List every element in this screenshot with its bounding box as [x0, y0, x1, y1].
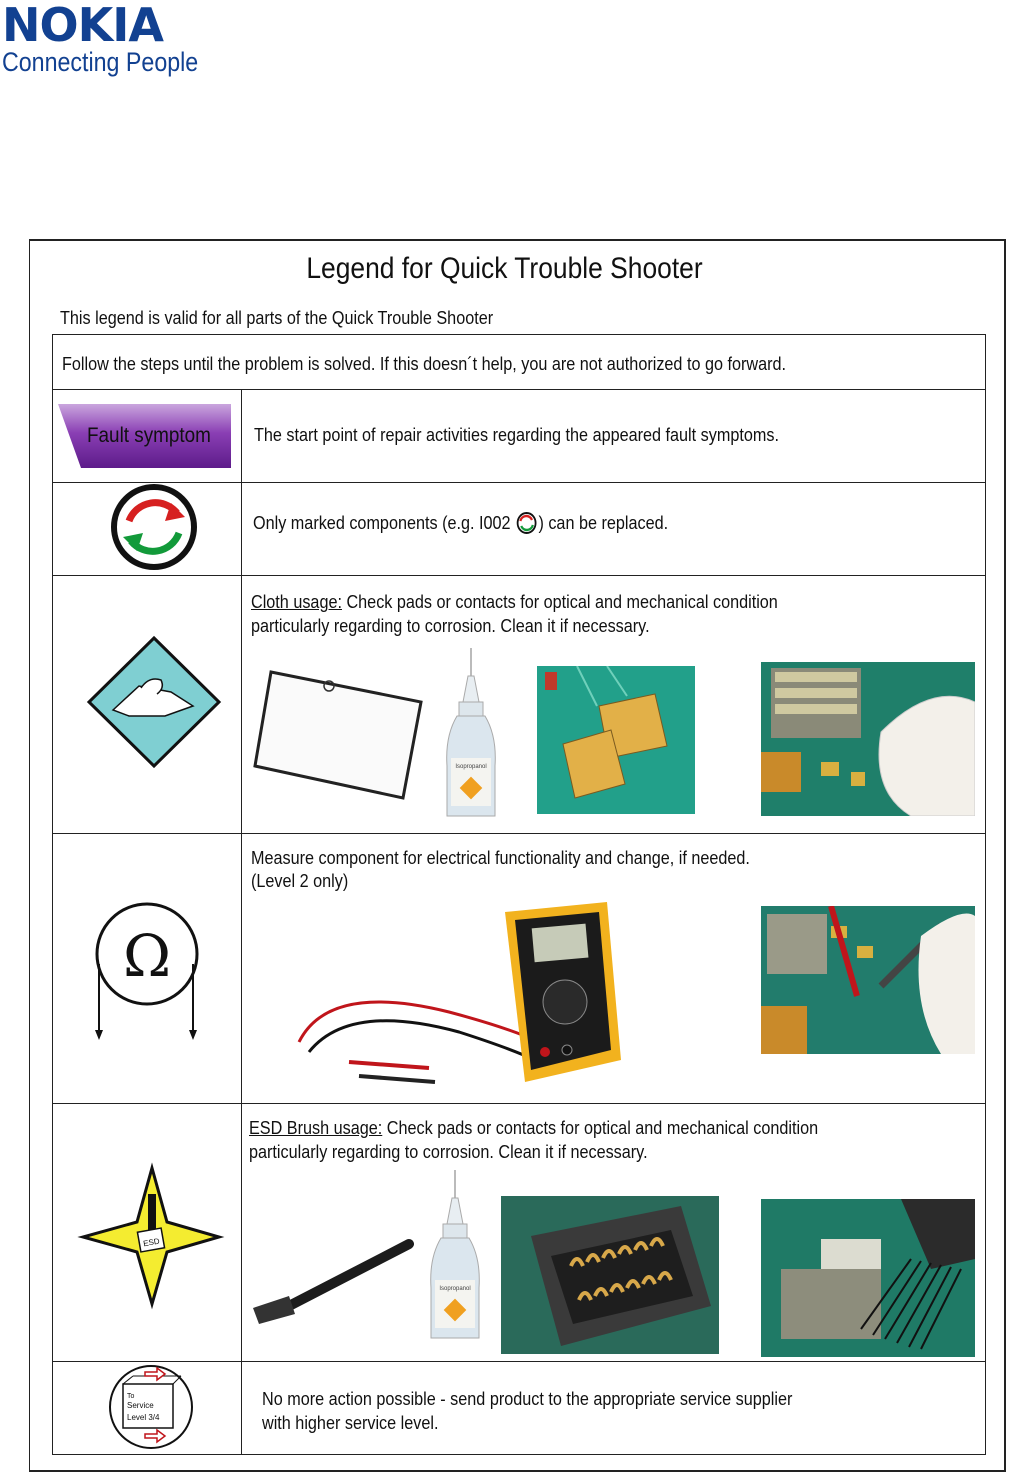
- service-row: [52, 1361, 986, 1455]
- replace-text-cell: [241, 483, 985, 576]
- cloth-heading: Cloth usage:: [251, 592, 342, 612]
- cloth-photo: [253, 662, 433, 802]
- intro-row: [52, 334, 986, 391]
- cloth-line1: [251, 590, 778, 614]
- esd-line1: [249, 1116, 818, 1140]
- ohm-meter-icon: [53, 834, 241, 1102]
- service-line1: No more action possible - send product to the appropriate service supplier: [262, 1389, 793, 1409]
- cloth-text-cell: [241, 576, 985, 834]
- esd-text-cell: [241, 1104, 985, 1362]
- replace-text-before: Only marked components (e.g. I002: [253, 513, 516, 533]
- probe-board-photo: [761, 906, 975, 1054]
- esd-isopropanol-bottle-photo: [425, 1168, 485, 1344]
- page-title: Legend for Quick Trouble Shooter: [306, 252, 703, 285]
- service-icon-to: To: [127, 1393, 135, 1400]
- service-level-icon: [53, 1362, 241, 1452]
- esd-icon-label: ESD: [142, 1236, 161, 1249]
- fault-row: [52, 389, 986, 484]
- logo-brand: NOKIA: [2, 0, 163, 52]
- brush-board-photo: [761, 1199, 975, 1357]
- esd-brush-icon: [53, 1104, 241, 1360]
- subtitle: This legend is valid for all parts of the Quick Trouble Shooter: [60, 308, 494, 328]
- bottle-label: Isopropanol: [455, 764, 487, 770]
- cloth-line1-text: Check pads or contacts for optical and mechanical condition: [341, 592, 778, 612]
- esd-bottle-label: Isopropanol: [439, 1286, 471, 1292]
- cloth-icon-cell: [53, 576, 242, 834]
- replace-row: [52, 482, 986, 577]
- connector-photo: [501, 1196, 719, 1354]
- logo-tagline: Connecting People: [2, 47, 199, 77]
- replace-icon: [53, 483, 241, 575]
- esd-row: [52, 1103, 986, 1363]
- esd-line1-text: Check pads or contacts for optical and mechanical condition: [382, 1118, 819, 1138]
- board-cloth-photo: [761, 662, 975, 816]
- service-icon-level: Level 3/4: [127, 1413, 160, 1422]
- fault-symptom-label: Fault symptom: [87, 424, 211, 447]
- esd-icon-cell: [53, 1104, 242, 1362]
- service-icon-service: Service: [127, 1401, 154, 1410]
- replace-icon-cell: [53, 483, 242, 576]
- replace-inline-icon: [515, 512, 538, 534]
- cloth-line2: particularly regarding to corrosion. Clean it if necessary.: [251, 616, 650, 636]
- service-icon-cell: [53, 1362, 242, 1454]
- fault-text-cell: [241, 390, 985, 483]
- measure-text-cell: [241, 834, 985, 1104]
- multimeter-photo: [289, 892, 629, 1088]
- fault-description: The start point of repair activities regarding the appeared fault symptoms.: [254, 425, 779, 445]
- cloth-icon: [53, 576, 241, 832]
- measure-line1: Measure component for electrical functionality and change, if needed.: [251, 848, 750, 868]
- service-line2: with higher service level.: [262, 1413, 439, 1433]
- service-text-cell: [241, 1362, 985, 1454]
- esd-line2: particularly regarding to corrosion. Clean it if necessary.: [249, 1142, 648, 1162]
- cloth-row: [52, 575, 986, 835]
- fault-icon-cell: [53, 390, 242, 483]
- measure-icon-cell: [53, 834, 242, 1104]
- esd-heading: ESD Brush usage:: [249, 1118, 383, 1138]
- replace-text-after: ) can be replaced.: [538, 513, 669, 533]
- replace-description: [253, 511, 668, 535]
- isopropanol-bottle-photo: [441, 646, 501, 822]
- omega-symbol: Ω: [122, 922, 172, 990]
- brush-photo: [249, 1236, 415, 1326]
- pads-photo: [537, 666, 695, 814]
- intro-text: Follow the steps until the problem is solved. If this doesn´t help, you are not authorized to go forward.: [62, 354, 786, 374]
- measure-line2: (Level 2 only): [251, 871, 349, 891]
- nokia-logo: [2, 2, 230, 76]
- measure-row: [52, 833, 986, 1105]
